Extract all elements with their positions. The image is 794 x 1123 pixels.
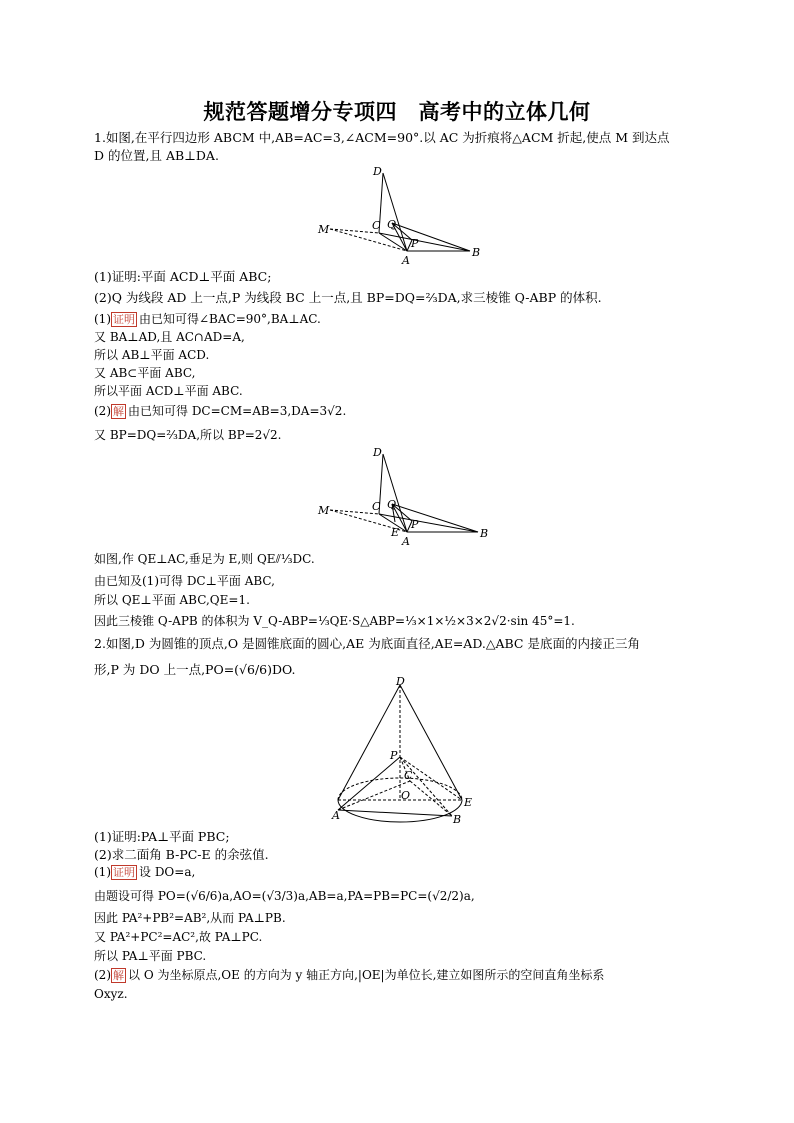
- fig1-label-D: D: [373, 165, 382, 178]
- fig2-label-C: C: [372, 500, 381, 513]
- q1-solution2-line6: 因此三棱锥 Q-APB 的体积为 V_Q-ABP=⅓QE·S△ABP=⅓×1×½×3×2√2·sin 45°=1.: [94, 614, 575, 628]
- q1-solution2-line1: [94, 403, 346, 420]
- q2-cone-figure: [320, 675, 480, 825]
- q2-solution1-line2: 由题设可得 PO=(√6/6)a,AO=(√3/3)a,AB=a,PA=PB=PC=(√2/2)a,: [94, 889, 475, 903]
- q2-s1-prefix: (1): [94, 865, 111, 879]
- fig3-label-A: A: [332, 809, 340, 822]
- fig2-label-E: E: [391, 526, 400, 539]
- q2-part1: (1)证明:PA⊥平面 PBC;: [94, 829, 230, 844]
- fig2-label-A: A: [402, 535, 410, 548]
- q2-solution1-line3: 因此 PA²+PB²=AB²,从而 PA⊥PB.: [94, 911, 286, 925]
- q1-solution1-line5: 所以平面 ACD⊥平面 ABC.: [94, 384, 243, 398]
- fig1-label-P: P: [411, 237, 419, 250]
- fig3-label-E: E: [464, 796, 473, 809]
- q1-s2-text: 由已知可得 DC=CM=AB=3,DA=3√2.: [128, 404, 347, 418]
- q1-part1: (1)证明:平面 ACD⊥平面 ABC;: [94, 269, 272, 284]
- fig3-label-P: P: [390, 749, 398, 762]
- fig1-label-C: C: [372, 219, 381, 232]
- q1-s1-prefix: (1): [94, 312, 111, 326]
- edge-QB: [392, 223, 470, 251]
- fig1-label-M: M: [318, 223, 330, 236]
- q1-solution1-line1: [94, 311, 321, 328]
- q1-solution2-line4: 由已知及(1)可得 DC⊥平面 ABC,: [94, 574, 275, 588]
- solve-tag: 解: [113, 405, 124, 418]
- q1-solution1-line2: 又 BA⊥AD,且 AC∩AD=A,: [94, 330, 245, 344]
- page-title: 规范答题增分专项四 高考中的立体几何: [203, 100, 591, 124]
- fig2-label-B: B: [480, 527, 489, 540]
- q1-figure-with-E: [300, 444, 500, 549]
- fig3-label-C: C: [404, 769, 413, 782]
- q2-solution2-line2: Oxyz.: [94, 987, 128, 1001]
- q1-stem-line1: 1.如图,在平行四边形 ABCM 中,AB=AC=3,∠ACM=90°.以 AC 为折痕将△ACM 折起,使点 M 到达点: [94, 130, 670, 145]
- q1-s2-prefix: (2): [94, 404, 111, 418]
- fig2-label-M: M: [318, 504, 330, 517]
- slant-right: [400, 685, 462, 800]
- edge-DA: [383, 173, 407, 251]
- solve-tag: 解: [113, 969, 124, 982]
- q1-solution2-line5: 所以 QE⊥平面 ABC,QE=1.: [94, 593, 250, 607]
- fig2-label-Q: Q: [387, 498, 397, 511]
- fig2-label-P: P: [411, 518, 419, 531]
- q2-solution2-line1: [94, 967, 604, 984]
- q2-stem-line2: 形,P 为 DO 上一点,PO=(√6/6)DO.: [94, 662, 296, 677]
- fig3-label-B: B: [453, 813, 462, 825]
- fig3-label-D: D: [396, 675, 405, 688]
- proof-tag: 证明: [113, 313, 135, 326]
- fig2-label-D: D: [373, 446, 382, 459]
- q1-figure-folded: [300, 163, 500, 268]
- fig3-label-O: O: [401, 789, 411, 802]
- q1-solution1-line4: 又 AB⊂平面 ABC,: [94, 366, 196, 380]
- q2-solution1-line1: [94, 864, 195, 881]
- fig1-label-Q: Q: [387, 218, 397, 231]
- q1-solution1-line3: 所以 AB⊥平面 ACD.: [94, 348, 210, 362]
- q1-part2: (2)Q 为线段 AD 上一点,P 为线段 BC 上一点,且 BP=DQ=⅔DA,求三棱锥 Q-ABP 的体积.: [94, 290, 602, 305]
- q2-part2: (2)求二面角 B-PC-E 的余弦值.: [94, 847, 269, 862]
- q2-s2-text: 以 O 为坐标原点,OE 的方向为 y 轴正方向,|OE|为单位长,建立如图所示的空间直角坐标系: [128, 968, 605, 982]
- q2-solution1-line4: 又 PA²+PC²=AC²,故 PA⊥PC.: [94, 930, 263, 944]
- q1-s1-text: 由已知可得∠BAC=90°,BA⊥AC.: [139, 312, 321, 326]
- fig1-label-B: B: [472, 246, 481, 259]
- slant-left: [338, 685, 400, 800]
- fig1-label-A: A: [402, 254, 410, 267]
- q2-s2-prefix: (2): [94, 968, 111, 982]
- q2-s1-text: 设 DO=a,: [139, 865, 196, 879]
- q1-solution2-line3: 如图,作 QE⊥AC,垂足为 E,则 QE⫽⅓DC.: [94, 552, 315, 566]
- proof-tag: 证明: [113, 866, 135, 879]
- q2-solution1-line5: 所以 PA⊥平面 PBC.: [94, 949, 207, 963]
- q1-stem-line2: D 的位置,且 AB⊥DA.: [94, 148, 219, 163]
- q1-solution2-line2: 又 BP=DQ=⅔DA,所以 BP=2√2.: [94, 428, 282, 442]
- q2-stem-line1: 2.如图,D 为圆锥的顶点,O 是圆锥底面的圆心,AE 为底面直径,AE=AD.△ABC 是底面的内接正三角: [94, 636, 640, 651]
